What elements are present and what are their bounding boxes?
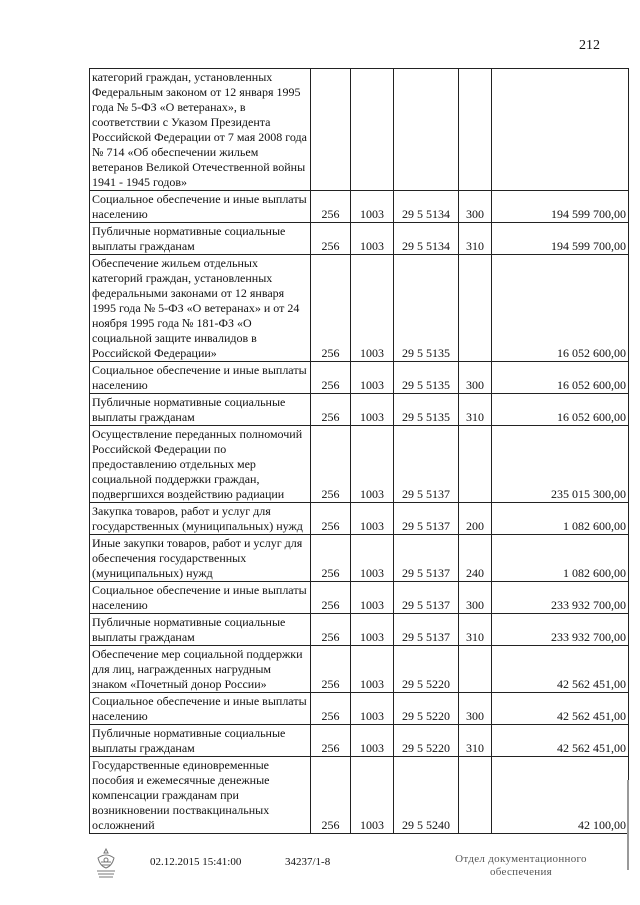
row-kind: 300 xyxy=(459,191,492,223)
scan-edge-mark xyxy=(627,780,629,870)
row-target: 29 5 5134 xyxy=(394,191,459,223)
row-target: 29 5 5137 xyxy=(394,535,459,582)
row-target: 29 5 5135 xyxy=(394,255,459,362)
row-amount: 233 932 700,00 xyxy=(492,614,629,646)
row-section: 1003 xyxy=(351,503,394,535)
row-section: 1003 xyxy=(351,223,394,255)
row-code: 256 xyxy=(311,535,351,582)
row-amount: 1 082 600,00 xyxy=(492,535,629,582)
table-row xyxy=(90,646,629,693)
row-section: 1003 xyxy=(351,394,394,426)
row-name: Публичные нормативные социальные выплаты гражданам xyxy=(90,394,311,426)
table-row xyxy=(90,362,629,394)
table-row xyxy=(90,191,629,223)
row-section: 1003 xyxy=(351,646,394,693)
row-section xyxy=(351,69,394,191)
table-row xyxy=(90,503,629,535)
row-kind: 310 xyxy=(459,725,492,757)
row-kind: 300 xyxy=(459,693,492,725)
emblem-icon xyxy=(92,846,120,882)
department-line-2: обеспечения xyxy=(489,866,553,878)
row-amount: 194 599 700,00 xyxy=(492,191,629,223)
footer-doc-number: 34237/1-8 xyxy=(285,856,331,868)
row-amount: 194 599 700,00 xyxy=(492,223,629,255)
row-kind: 310 xyxy=(459,223,492,255)
row-name: Публичные нормативные социальные выплаты гражданам xyxy=(90,614,311,646)
table-row xyxy=(90,535,629,582)
row-section: 1003 xyxy=(351,362,394,394)
row-target: 29 5 5220 xyxy=(394,725,459,757)
row-section: 1003 xyxy=(351,693,394,725)
row-section: 1003 xyxy=(351,191,394,223)
row-section: 1003 xyxy=(351,757,394,834)
row-kind: 300 xyxy=(459,582,492,614)
row-name: Публичные нормативные социальные выплаты гражданам xyxy=(90,725,311,757)
row-name: Социальное обеспечение и иные выплаты населению xyxy=(90,362,311,394)
page-number: 212 xyxy=(579,38,600,53)
row-kind xyxy=(459,646,492,693)
table-row xyxy=(90,223,629,255)
row-code: 256 xyxy=(311,646,351,693)
row-code: 256 xyxy=(311,223,351,255)
row-kind: 200 xyxy=(459,503,492,535)
row-code: 256 xyxy=(311,426,351,503)
table-row xyxy=(90,582,629,614)
footer-datetime: 02.12.2015 15:41:00 xyxy=(150,856,242,868)
table-row xyxy=(90,693,629,725)
row-target: 29 5 5135 xyxy=(394,362,459,394)
row-code: 256 xyxy=(311,582,351,614)
row-kind xyxy=(459,757,492,834)
row-code: 256 xyxy=(311,693,351,725)
row-target: 29 5 5134 xyxy=(394,223,459,255)
row-name: Обеспечение мер социальной поддержки для лиц, награжденных нагрудным знаком «Почетный донор России» xyxy=(90,646,311,693)
row-section: 1003 xyxy=(351,535,394,582)
row-code xyxy=(311,69,351,191)
row-code: 256 xyxy=(311,725,351,757)
row-name: Социальное обеспечение и иные выплаты населению xyxy=(90,191,311,223)
row-code: 256 xyxy=(311,255,351,362)
row-target: 29 5 5137 xyxy=(394,426,459,503)
row-section: 1003 xyxy=(351,725,394,757)
row-target: 29 5 5135 xyxy=(394,394,459,426)
row-section: 1003 xyxy=(351,582,394,614)
row-target: 29 5 5137 xyxy=(394,582,459,614)
table-row xyxy=(90,614,629,646)
row-amount: 16 052 600,00 xyxy=(492,362,629,394)
row-kind: 310 xyxy=(459,614,492,646)
row-name: Социальное обеспечение и иные выплаты населению xyxy=(90,582,311,614)
row-kind: 300 xyxy=(459,362,492,394)
row-code: 256 xyxy=(311,394,351,426)
row-code: 256 xyxy=(311,362,351,394)
row-target: 29 5 5240 xyxy=(394,757,459,834)
row-kind: 310 xyxy=(459,394,492,426)
table-row xyxy=(90,255,629,362)
row-name: Социальное обеспечение и иные выплаты населению xyxy=(90,693,311,725)
row-target: 29 5 5220 xyxy=(394,693,459,725)
table-row xyxy=(90,69,629,191)
row-target: 29 5 5137 xyxy=(394,503,459,535)
row-name: Осуществление переданных полномочий Российской Федерации по предоставлению отдельных мер социальной поддержки граждан, подвергшихся воздействию радиации xyxy=(90,426,311,503)
row-kind xyxy=(459,255,492,362)
row-amount: 42 562 451,00 xyxy=(492,646,629,693)
table-row xyxy=(90,757,629,834)
table-row xyxy=(90,426,629,503)
row-name: Закупка товаров, работ и услуг для государственных (муниципальных) нужд xyxy=(90,503,311,535)
row-name: Публичные нормативные социальные выплаты гражданам xyxy=(90,223,311,255)
row-target: 29 5 5220 xyxy=(394,646,459,693)
row-name: Обеспечение жильем отдельных категорий граждан, установленных федеральными законами от 12 января 1995 года № 5-ФЗ «О ветеранах» и от 24 ноября 1995 года № 181-ФЗ «О социальной защите инвалидов в Российской Федерации» xyxy=(90,255,311,362)
row-name: категорий граждан, установленных Федеральным законом от 12 января 1995 года № 5-ФЗ «О ветеранах», в соответствии с Указом Президента Российской Федерации от 7 мая 2008 года № 714 «Об обеспечении жильем ветеранов Великой Отечественной войны 1941 - 1945 годов» xyxy=(90,69,311,191)
row-amount: 16 052 600,00 xyxy=(492,394,629,426)
row-section: 1003 xyxy=(351,255,394,362)
budget-table xyxy=(89,68,629,834)
row-kind: 240 xyxy=(459,535,492,582)
row-kind xyxy=(459,69,492,191)
table-row xyxy=(90,394,629,426)
row-amount: 16 052 600,00 xyxy=(492,255,629,362)
row-section: 1003 xyxy=(351,426,394,503)
department-line-1: Отдел документационного xyxy=(455,853,587,865)
row-target: 29 5 5137 xyxy=(394,614,459,646)
row-target xyxy=(394,69,459,191)
row-amount: 42 562 451,00 xyxy=(492,725,629,757)
row-code: 256 xyxy=(311,503,351,535)
row-amount: 233 932 700,00 xyxy=(492,582,629,614)
row-amount xyxy=(492,69,629,191)
row-amount: 1 082 600,00 xyxy=(492,503,629,535)
row-section: 1003 xyxy=(351,614,394,646)
row-code: 256 xyxy=(311,757,351,834)
department-stamp xyxy=(446,853,596,879)
row-code: 256 xyxy=(311,191,351,223)
row-name: Государственные единовременные пособия и ежемесячные денежные компенсации гражданам при возникновении поствакцинальных осложнений xyxy=(90,757,311,834)
row-amount: 42 562 451,00 xyxy=(492,693,629,725)
row-name: Иные закупки товаров, работ и услуг для обеспечения государственных (муниципальных) нужд xyxy=(90,535,311,582)
row-code: 256 xyxy=(311,614,351,646)
table-row xyxy=(90,725,629,757)
row-kind xyxy=(459,426,492,503)
row-amount: 42 100,00 xyxy=(492,757,629,834)
row-amount: 235 015 300,00 xyxy=(492,426,629,503)
